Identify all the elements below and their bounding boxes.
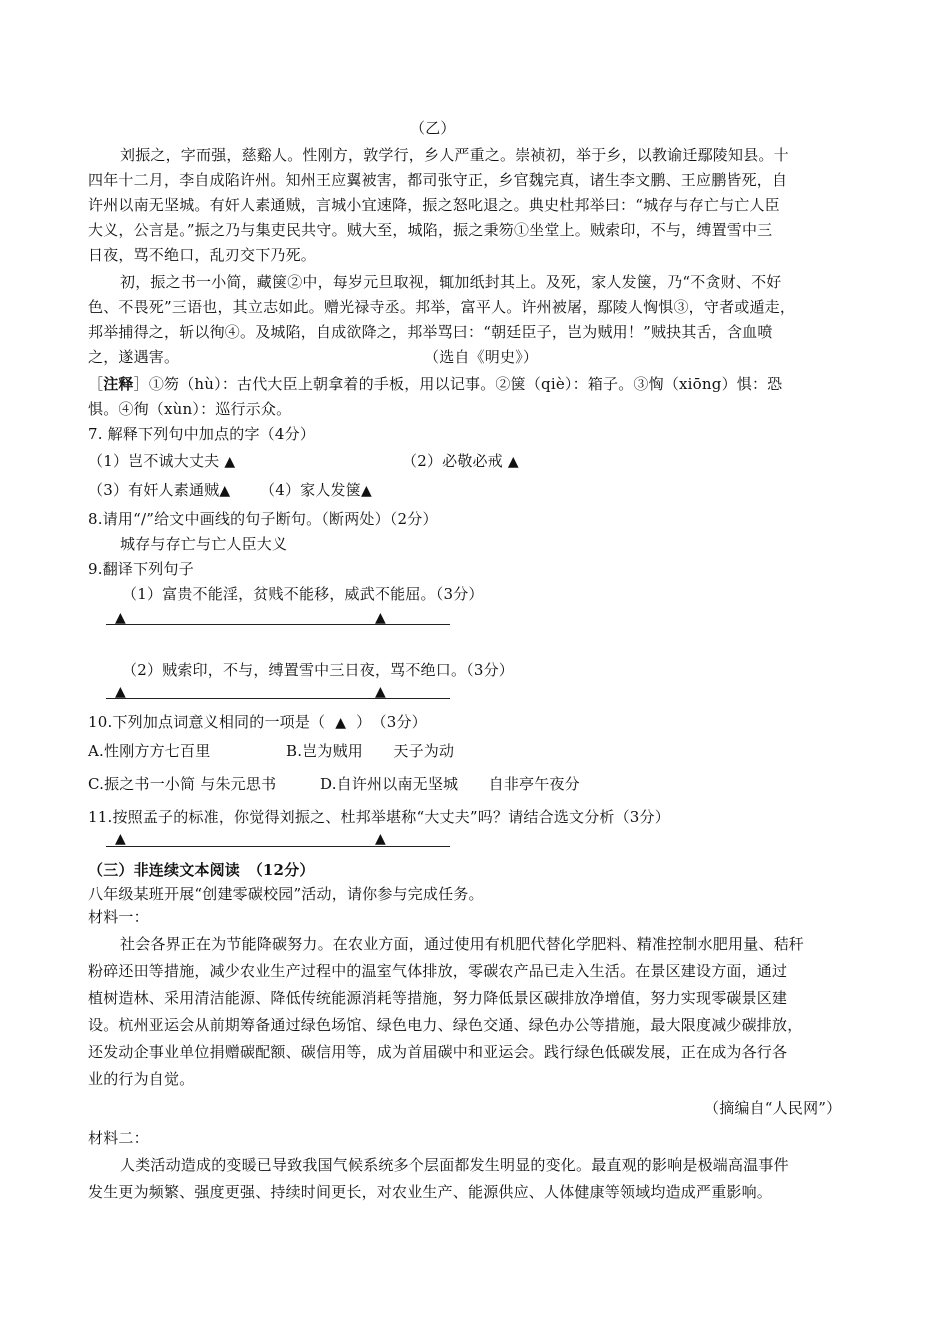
notes-label: 注释 <box>103 375 134 393</box>
answer-marker: ▲ <box>219 483 231 499</box>
q9-sentence-1: （1）富贵不能淫，贫贱不能移，威武不能屈。（3分） <box>122 585 484 603</box>
section-3-title: （三）非连续文本阅读 （12分） <box>88 861 315 879</box>
q8-sentence: 城存与存亡与亡人臣大义 <box>120 535 288 553</box>
passage-p2-line: 初，振之书一小简，藏箧②中，每岁元旦取视，辄加纸封其上。及死，家人发箧，乃“不贪财、不好 <box>120 273 782 291</box>
answer-marker: ▲ <box>375 684 386 700</box>
answer-marker: ▲ <box>115 831 126 847</box>
passage-p2-line: 邦举捕得之，斩以徇④。及城陷，自成欲降之，邦举骂曰：“朝廷臣子，岂为贼用！”贼抉其舌，含血喷 <box>88 323 773 341</box>
answer-marker: ▲ <box>375 610 386 626</box>
notes-text: ①笏（hù）：古代大臣上朝拿着的手板，用以记事。②箧（qiè）：箱子。③恟（xiōng）惧：恐 <box>148 375 783 393</box>
answer-line <box>106 624 450 625</box>
passage-p1-line: 四年十二月，李自成陷许州。知州王应翼被害，都司张守正，乡官魏完真，诸生李文鹏、王应鹏皆死，自 <box>88 171 788 189</box>
passage-p1-line: 许州以南无坚城。有奸人素通贼，言城小宜速降，振之怒叱退之。典史杜邦举曰：“城存与存亡与亡人臣 <box>88 196 780 214</box>
answer-marker: ▲ <box>335 715 347 731</box>
q10-stem: 10.下列加点词意义相同的一项是（ ▲ ） （3分） <box>88 713 427 731</box>
q9-stem: 9.翻译下列句子 <box>88 560 194 578</box>
material-2-label: 材料二： <box>88 1129 149 1147</box>
passage-p1-line: 刘振之，字而强，慈谿人。性刚方，敦学行，乡人严重之。崇祯初，举于乡，以教谕迁鄢陵知县。十 <box>120 146 789 164</box>
notes-line-1: ［注释］①笏（hù）：古代大臣上朝拿着的手板，用以记事。②箧（qiè）：箱子。③恟（xiōng）惧：恐 <box>88 375 783 393</box>
q11-stem: 11.按照孟子的标准，你觉得刘振之、杜邦举堪称“大丈夫”吗？请结合选文分析（3分） <box>88 808 670 826</box>
answer-marker: ▲ <box>507 454 519 470</box>
passage-p1-line: 大义，公言是。”振之乃与集吏民共守。贼大至，城陷，振之秉笏①坐堂上。贼索印，不与，缚置雪中三 <box>88 221 773 239</box>
answer-line <box>106 846 450 847</box>
material-1-line: 业的行为自觉。 <box>88 1070 195 1088</box>
q9-sentence-2: （2）贼索印，不与，缚置雪中三日夜，骂不绝口。（3分） <box>122 661 514 679</box>
answer-marker: ▲ <box>115 684 126 700</box>
q10-option-a: A.性刚方方七百里 <box>88 742 211 760</box>
q7-item-1: （1）岂不诚大丈夫 ▲ <box>88 452 236 470</box>
material-2-line: 人类活动造成的变暖已导致我国气候系统多个层面都发生明显的变化。最直观的影响是极端高温事件 <box>120 1156 789 1174</box>
q10-option-d: D.自许州以南无坚城 自非亭午夜分 <box>320 775 580 793</box>
answer-marker: ▲ <box>375 831 386 847</box>
section-3-intro: 八年级某班开展“创建零碳校园”活动，请你参与完成任务。 <box>88 885 484 903</box>
material-2-line: 发生更为频繁、强度更强、持续时间更长，对农业生产、能源供应、人体健康等领域均造成严重影响。 <box>88 1183 773 1201</box>
q7-item-3: （3）有奸人素通贼▲ <box>88 481 231 499</box>
q8-stem: 8.请用“/”给文中画线的句子断句。（断两处）（2分） <box>88 510 438 528</box>
material-1-label: 材料一： <box>88 908 149 926</box>
material-1-line: 植树造林、采用清洁能源、降低传统能源消耗等措施，努力降低景区碳排放净增值，努力实现零碳景区建 <box>88 989 788 1007</box>
material-1-line: 设。杭州亚运会从前期筹备通过绿色场馆、绿色电力、绿色交通、绿色办公等措施，最大限度减少碳排放， <box>88 1016 803 1034</box>
q7-item-4: （4）家人发箧▲ <box>260 481 372 499</box>
passage-p2-line: 色、不畏死”三语也，其立志如此。赠光禄寺丞。邦举，富平人。许州被屠，鄢陵人恟惧③，守者或遁走， <box>88 298 796 316</box>
passage-source: （选自《明史》） <box>424 348 539 366</box>
q7-stem: 7. 解释下列句中加点的字（4分） <box>88 425 316 443</box>
passage-p2-line: 之，遂遇害。 <box>88 348 180 366</box>
material-1-line: 粉碎还田等措施，减少农业生产过程中的温室气体排放，零碳农产品已走入生活。在景区建设方面，通过 <box>88 962 788 980</box>
notes-line-2: 惧。④徇（xùn）：巡行示众。 <box>88 400 292 418</box>
passage-label: （乙） <box>410 119 456 137</box>
q10-option-c: C.振之书一小简 与朱元思书 <box>88 775 277 793</box>
material-1-line: 社会各界正在为节能降碳努力。在农业方面，通过使用有机肥代替化学肥料、精准控制水肥用量、秸秆 <box>120 935 805 953</box>
answer-marker: ▲ <box>115 610 126 626</box>
answer-marker: ▲ <box>360 483 372 499</box>
q7-item-2: （2）必敬必戒 ▲ <box>402 452 519 470</box>
q10-option-b: B.岂为贼用 天子为动 <box>286 742 455 760</box>
material-1-line: 还发动企事业单位捐赠碳配额、碳信用等，成为首届碳中和亚运会。践行绿色低碳发展，正在成为各行各 <box>88 1043 788 1061</box>
material-1-source: （摘编自“人民网”） <box>704 1099 842 1117</box>
answer-line <box>106 698 450 699</box>
passage-p1-line: 日夜，骂不绝口，乱刃交下乃死。 <box>88 246 317 264</box>
answer-marker: ▲ <box>224 454 236 470</box>
